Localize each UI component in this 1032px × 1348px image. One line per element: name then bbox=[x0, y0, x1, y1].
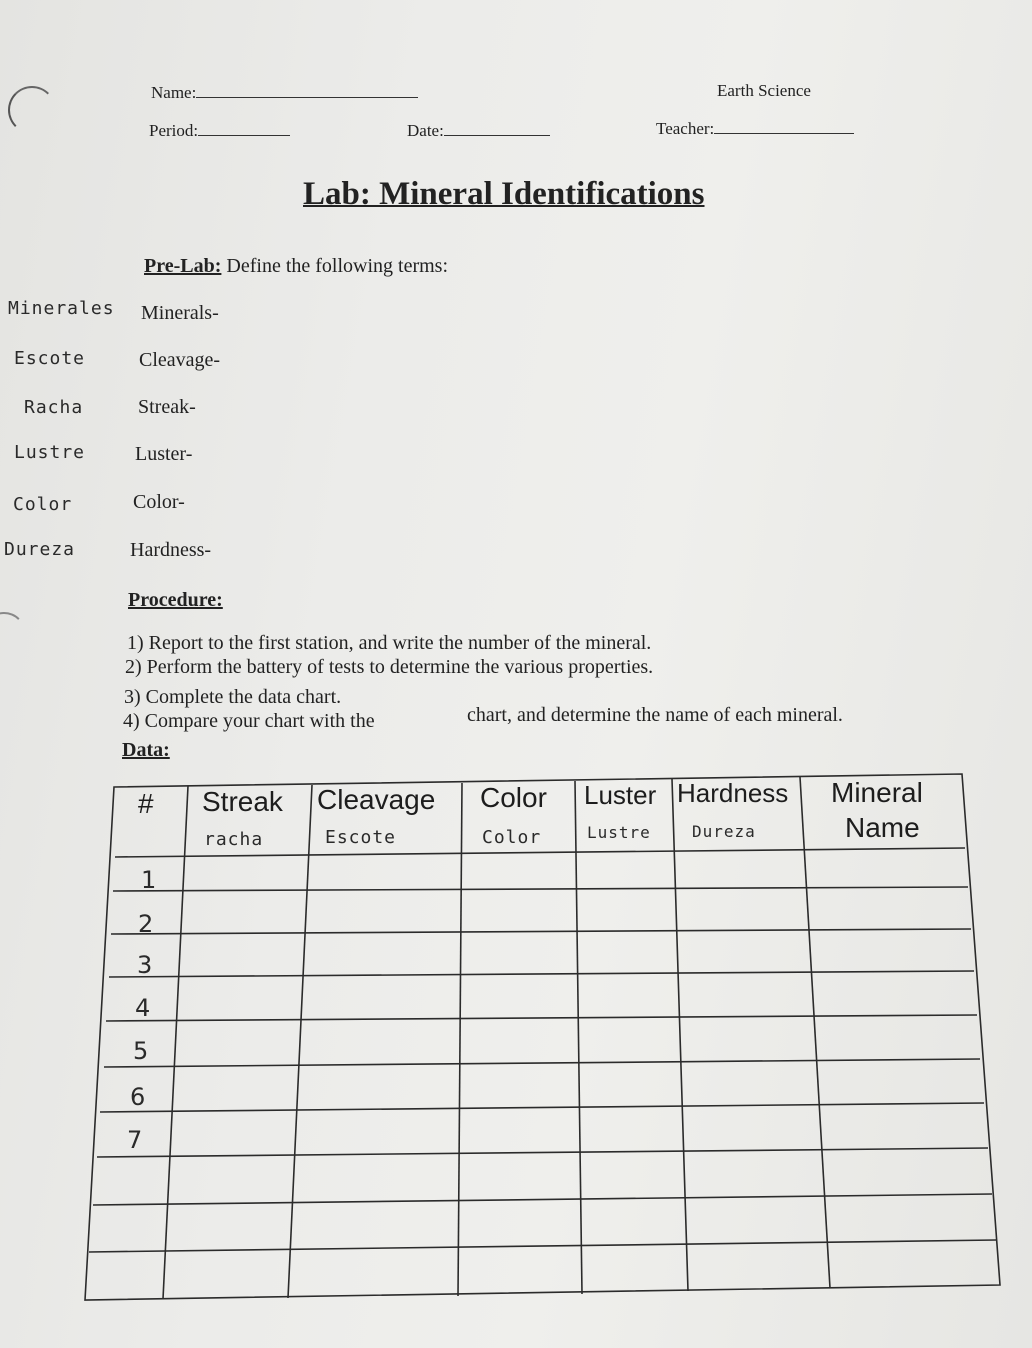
column-header-number: # bbox=[138, 788, 154, 819]
table-rule bbox=[100, 1103, 984, 1112]
term-color: Color- bbox=[133, 491, 185, 513]
handwritten-note: Minerales bbox=[8, 298, 115, 319]
handwritten-note: Dureza bbox=[692, 822, 756, 841]
prelab-heading: Pre-Lab: bbox=[144, 255, 222, 277]
column-header-luster: Luster bbox=[584, 780, 657, 810]
row-number: 4 bbox=[135, 994, 151, 1022]
procedure-step: 4) Compare your chart with the bbox=[123, 710, 375, 732]
course-name: Earth Science bbox=[717, 81, 811, 100]
teacher-label: Teacher: bbox=[656, 119, 715, 138]
table-column-rule bbox=[458, 783, 462, 1296]
column-header-mineral: Mineral bbox=[831, 777, 923, 808]
row-number: 6 bbox=[130, 1083, 146, 1111]
table-column-rule bbox=[288, 785, 312, 1298]
column-header-cleavage: Cleavage bbox=[317, 784, 436, 815]
name-label: Name: bbox=[151, 83, 197, 102]
term-streak: Streak- bbox=[138, 396, 196, 418]
term-cleavage: Cleavage- bbox=[139, 349, 221, 371]
table-rule bbox=[109, 971, 974, 977]
table-rule bbox=[113, 887, 968, 891]
row-number: 1 bbox=[141, 866, 157, 894]
table-rule bbox=[93, 1194, 992, 1205]
period-label: Period: bbox=[149, 121, 199, 140]
column-header-color: Color bbox=[480, 782, 547, 813]
table-column-rule bbox=[672, 779, 688, 1291]
page-title: Lab: Mineral Identifications bbox=[303, 176, 705, 212]
handwritten-note: Racha bbox=[24, 397, 84, 418]
handwritten-note: Dureza bbox=[4, 539, 76, 560]
data-heading: Data: bbox=[122, 739, 170, 761]
term-minerals: Minerals- bbox=[141, 302, 219, 324]
column-header-streak: Streak bbox=[202, 786, 283, 817]
procedure-step: 3) Complete the data chart. bbox=[124, 686, 342, 708]
row-number: 5 bbox=[133, 1037, 149, 1065]
handwritten-note: Color bbox=[13, 494, 73, 515]
term-hardness: Hardness- bbox=[130, 539, 212, 561]
row-number: 2 bbox=[138, 910, 154, 938]
row-number: 7 bbox=[127, 1126, 143, 1154]
table-rule bbox=[104, 1059, 980, 1067]
column-header-name: Name bbox=[845, 812, 920, 843]
table-column-rule bbox=[163, 786, 188, 1299]
handwritten-note: Escote bbox=[14, 348, 86, 369]
row-number: 3 bbox=[137, 951, 153, 979]
procedure-heading: Procedure: bbox=[128, 589, 223, 611]
handwritten-note: Color bbox=[482, 827, 542, 848]
table-rule bbox=[97, 1148, 988, 1157]
table-rule bbox=[111, 929, 971, 934]
table-rule bbox=[89, 1240, 996, 1252]
table-column-rule bbox=[800, 777, 830, 1288]
handwritten-note: Escote bbox=[325, 827, 397, 848]
procedure-step: 1) Report to the first station, and write the number of the mineral. bbox=[127, 632, 652, 654]
handwritten-note: Lustre bbox=[14, 442, 86, 463]
procedure-step: 2) Perform the battery of tests to determine the various properties. bbox=[125, 656, 654, 678]
term-luster: Luster- bbox=[135, 443, 193, 465]
column-header-hardness: Hardness bbox=[677, 778, 789, 808]
prelab-instruction: Define the following terms: bbox=[226, 255, 449, 277]
handwritten-note: racha bbox=[204, 829, 264, 850]
table-rule bbox=[106, 1015, 977, 1021]
table-column-rule bbox=[575, 781, 582, 1294]
procedure-step: chart, and determine the name of each mineral. bbox=[467, 704, 843, 726]
handwritten-note: Lustre bbox=[587, 823, 651, 842]
date-label: Date: bbox=[407, 121, 444, 140]
